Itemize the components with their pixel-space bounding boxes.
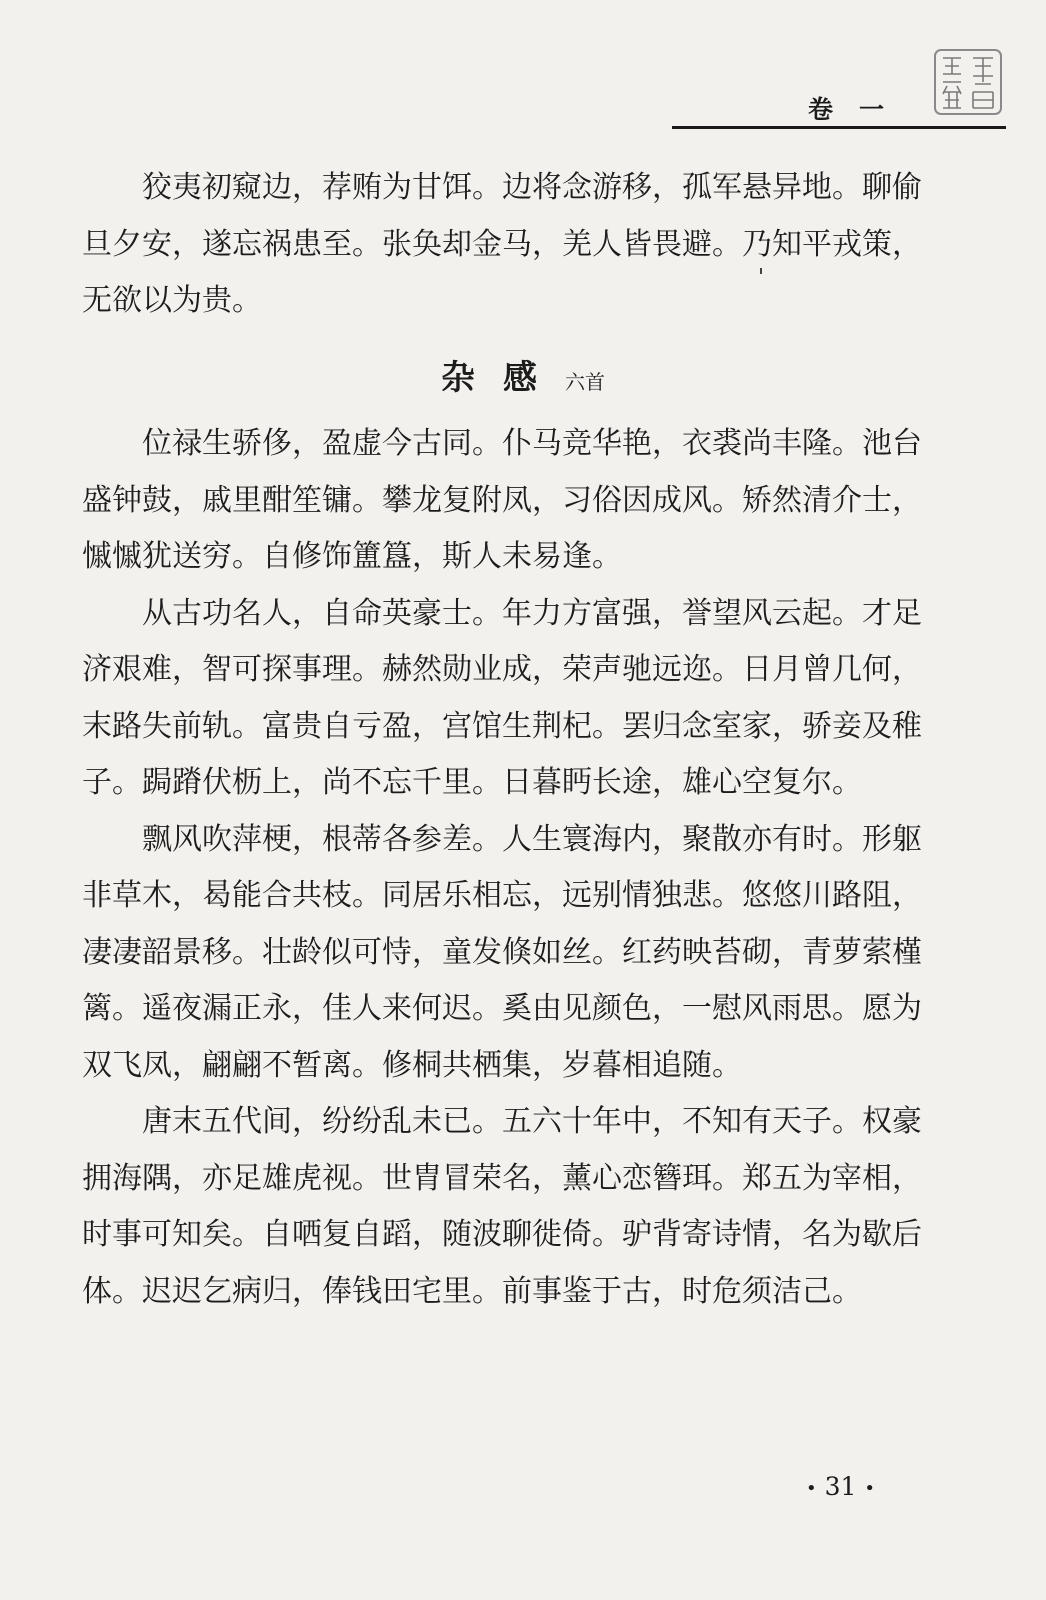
page-number [806, 1472, 875, 1501]
header-rule [672, 126, 1006, 129]
poem-list [82, 416, 922, 1320]
section-title [0, 350, 1046, 399]
poem-paragraph: 位禄生骄侈，盈虚今古同。仆马竞华艳，衣裘尚丰隆。池台盛钟鼓，戚里酣笙镛。攀龙复附凤，习俗因成风。矫然清介士，慽慽犹送穷。自修饰簠簋，斯人未易逢。 [82, 426, 922, 574]
stray-ink-mark [760, 268, 762, 274]
folio-dot-left: • [806, 1478, 817, 1499]
folio-dot-right: • [864, 1478, 875, 1499]
poem-paragraph: 唐末五代间，纷纷乱未已。五六十年中，不知有天子。权豪拥海隅，亦足雄虎视。世胄冒荣名，薰心恋簪珥。郑五为宰相，时事可知矣。自哂复自蹈，随波聊徙倚。驴背寄诗情，名为歇后体。迟迟乞病归，俸钱田宅里。前事鉴于古，时危须洁己。 [82, 1104, 922, 1309]
poem-paragraph: 飘风吹萍梗，根蒂各参差。人生寰海内，聚散亦有时。形躯非草木，曷能合共枝。同居乐相忘，远别情独悲。悠悠川路阻，凄凄韶景移。壮龄似可恃，童发倏如丝。红药映苔砌，青萝萦槿篱。遥夜漏正永，佳人来何迟。奚由见颜色，一慰风雨思。愿为双飞凤，翩翩不暂离。修桐共栖集，岁暮相追随。 [82, 821, 922, 1083]
page-number-value: 31 [824, 1472, 857, 1501]
poem-paragraph: 从古功名人，自命英豪士。年力方富强，誉望风云起。才足济艰难，智可探事理。赫然勋业成，荣声驰远迩。日月曾几何，末路失前轨。富贵自亏盈，宫馆生荆杞。罢归念室家，骄妾及稚子。跼蹐伏枥上，尚不忘千里。日暮眄长途，雄心空复尔。 [82, 595, 922, 800]
title-subtitle: 六首 [565, 370, 605, 394]
intro-poem [82, 160, 922, 330]
running-head: 卷一 [808, 95, 911, 124]
poem-paragraph: 狡夷初窥边，荐贿为甘饵。边将念游移，孤军悬异地。聊偷旦夕安，遂忘祸患至。张奂却金马，羌人皆畏避。乃知平戎策，无欲以为贵。 [82, 170, 922, 318]
title-main: 杂感 [441, 358, 565, 398]
seal-stamp-icon [933, 48, 1003, 116]
